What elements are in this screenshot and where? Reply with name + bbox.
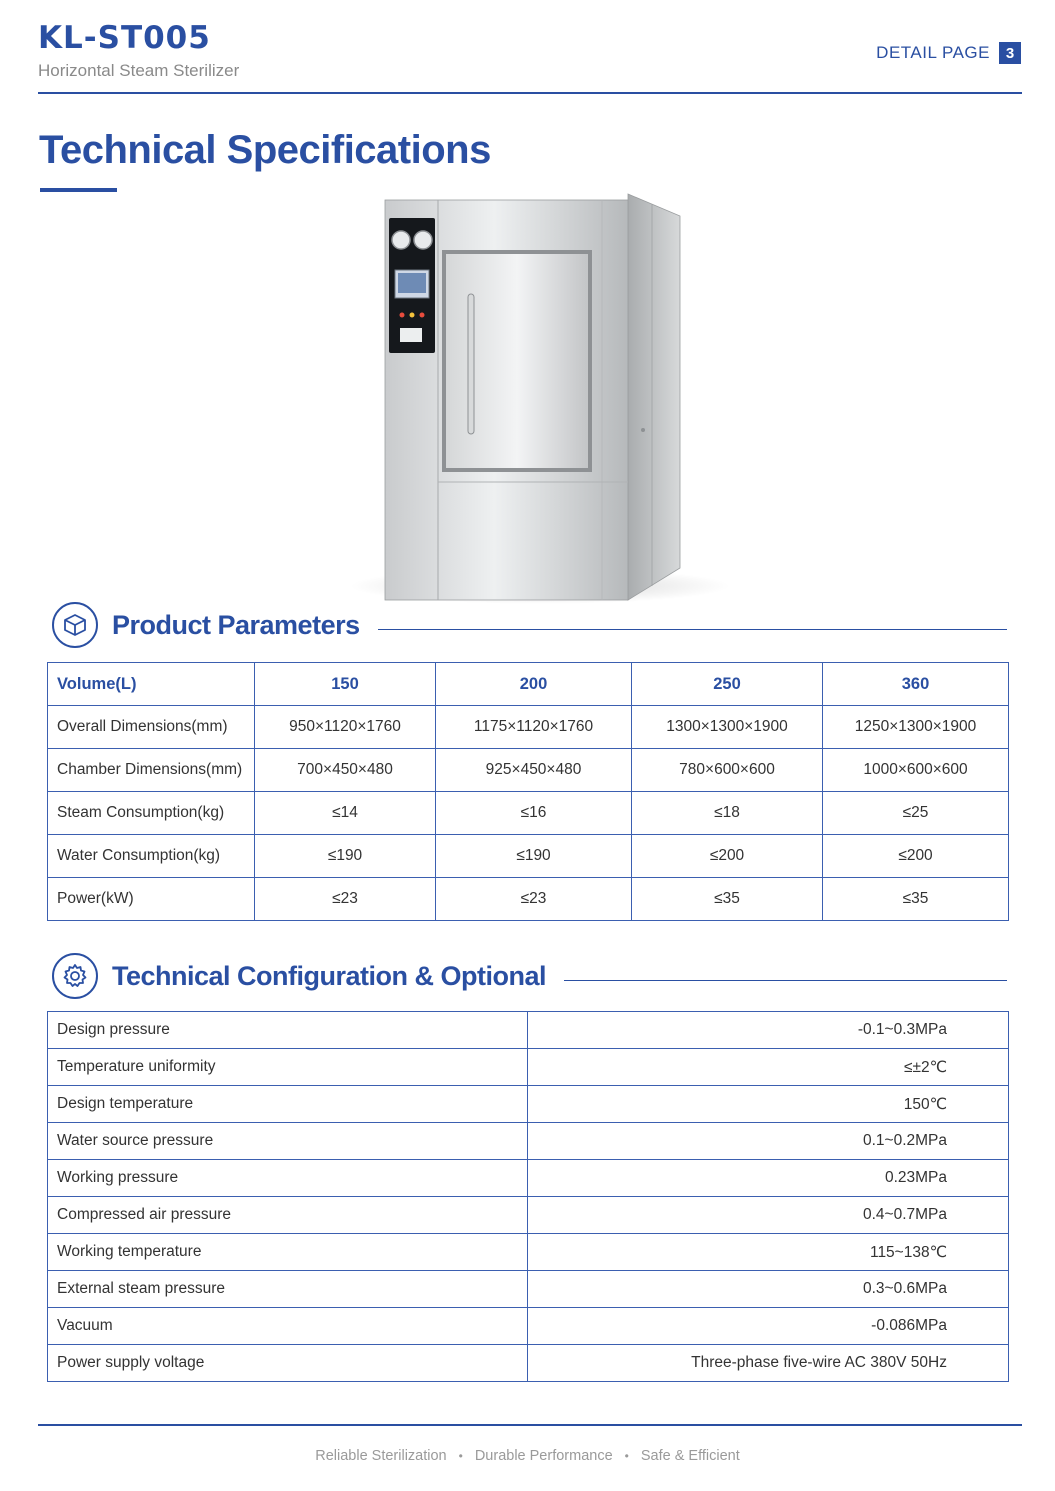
config-key: Vacuum [48, 1308, 528, 1345]
page-title: Technical Specifications [39, 128, 491, 172]
table-row [48, 835, 1009, 878]
footer-item: Reliable Sterilization [315, 1448, 447, 1464]
table-cell: ≤190 [255, 835, 436, 878]
config-value: 0.4~0.7MPa [528, 1197, 1009, 1234]
config-key: External steam pressure [48, 1271, 528, 1308]
table-row [48, 1197, 1009, 1234]
config-key: Design temperature [48, 1086, 528, 1123]
table-cell: ≤23 [436, 878, 632, 921]
table-cell: ≤190 [436, 835, 632, 878]
model-number: KL-ST005 [38, 20, 211, 56]
product-parameters-table [47, 662, 1009, 921]
sterilizer-product-image [340, 188, 740, 608]
header-divider [38, 92, 1022, 94]
footer-separator: • [458, 1449, 463, 1463]
title-underline [40, 188, 117, 192]
config-value: ≤±2℃ [528, 1049, 1009, 1086]
technical-configuration-heading [52, 951, 1007, 1001]
config-key: Power supply voltage [48, 1345, 528, 1382]
table-row [48, 792, 1009, 835]
footer-separator: • [624, 1449, 629, 1463]
config-value: 150℃ [528, 1086, 1009, 1123]
config-value: -0.1~0.3MPa [528, 1012, 1009, 1049]
footer-divider [38, 1424, 1022, 1426]
table-cell: 950×1120×1760 [255, 706, 436, 749]
table-cell: ≤25 [823, 792, 1009, 835]
table-header-row [48, 663, 1009, 706]
header-cell: 150 [255, 663, 436, 706]
table-cell: ≤35 [632, 878, 823, 921]
config-value: -0.086MPa [528, 1308, 1009, 1345]
header-cell: Volume(L) [48, 663, 255, 706]
config-value: 115~138℃ [528, 1234, 1009, 1271]
config-key: Water source pressure [48, 1123, 528, 1160]
table-row [48, 878, 1009, 921]
table-row [48, 706, 1009, 749]
table-row [48, 1049, 1009, 1086]
section-rule [564, 980, 1007, 981]
table-cell: 925×450×480 [436, 749, 632, 792]
header-cell: 200 [436, 663, 632, 706]
technical-configuration-table [47, 1011, 1009, 1382]
table-row [48, 1271, 1009, 1308]
section-title: Product Parameters [112, 609, 360, 640]
footer-item: Durable Performance [474, 1448, 613, 1464]
config-key: Working temperature [48, 1234, 528, 1271]
config-key: Design pressure [48, 1012, 528, 1049]
table-cell: ≤35 [823, 878, 1009, 921]
table-cell: 700×450×480 [255, 749, 436, 792]
table-cell: ≤14 [255, 792, 436, 835]
detail-page-label: DETAIL PAGE [876, 43, 990, 62]
config-value: 0.23MPa [528, 1160, 1009, 1197]
row-label: Steam Consumption(kg) [48, 792, 255, 835]
table-cell: 1000×600×600 [823, 749, 1009, 792]
row-label: Overall Dimensions(mm) [48, 706, 255, 749]
config-key: Compressed air pressure [48, 1197, 528, 1234]
section-title: Technical Configuration & Optional [112, 960, 546, 991]
config-key: Working pressure [48, 1160, 528, 1197]
table-row [48, 1012, 1009, 1049]
product-parameters-heading [52, 600, 1007, 650]
table-cell: ≤16 [436, 792, 632, 835]
table-row [48, 749, 1009, 792]
table-cell: 1300×1300×1900 [632, 706, 823, 749]
table-cell: ≤200 [823, 835, 1009, 878]
row-label: Chamber Dimensions(mm) [48, 749, 255, 792]
page-number-badge: 3 [999, 42, 1021, 64]
table-row [48, 1234, 1009, 1271]
table-row [48, 1086, 1009, 1123]
config-value: 0.3~0.6MPa [528, 1271, 1009, 1308]
product-subtitle: Horizontal Steam Sterilizer [38, 61, 240, 80]
row-label: Power(kW) [48, 878, 255, 921]
gear-icon [52, 953, 98, 999]
section-rule [378, 629, 1007, 630]
config-value: Three-phase five-wire AC 380V 50Hz [528, 1345, 1009, 1382]
header-cell: 360 [823, 663, 1009, 706]
footer-item: Safe & Efficient [640, 1448, 740, 1464]
box-icon [52, 602, 98, 648]
table-cell: 1175×1120×1760 [436, 706, 632, 749]
table-cell: 1250×1300×1900 [823, 706, 1009, 749]
table-row [48, 1160, 1009, 1197]
header-cell: 250 [632, 663, 823, 706]
table-cell: ≤23 [255, 878, 436, 921]
table-cell: ≤18 [632, 792, 823, 835]
footer-tagline [0, 1448, 1055, 1464]
table-cell: ≤200 [632, 835, 823, 878]
row-label: Water Consumption(kg) [48, 835, 255, 878]
config-key: Temperature uniformity [48, 1049, 528, 1086]
table-row [48, 1345, 1009, 1382]
table-cell: 780×600×600 [632, 749, 823, 792]
table-row [48, 1123, 1009, 1160]
table-row [48, 1308, 1009, 1345]
config-value: 0.1~0.2MPa [528, 1123, 1009, 1160]
detail-page-indicator [876, 42, 1021, 64]
